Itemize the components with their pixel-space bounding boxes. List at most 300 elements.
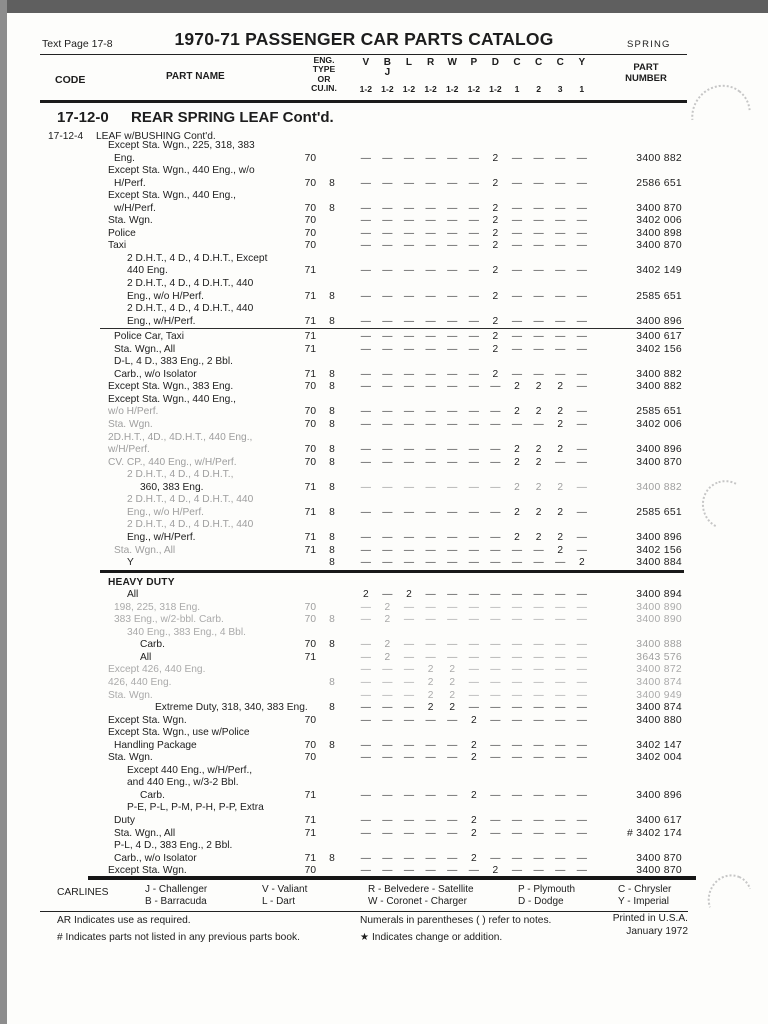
row-eng-year: 70 [304, 444, 316, 456]
row-eng-year: 71 [304, 789, 316, 801]
table-row [40, 777, 688, 790]
row-qty-cell: — [468, 331, 479, 343]
table-row [40, 444, 688, 457]
row-qty-cell: 2 [535, 531, 542, 543]
row-qty-cell: — [425, 557, 436, 569]
row-qty-cell: 2 [384, 614, 391, 626]
row-qty-cell: — [447, 406, 458, 418]
row-part-number: # 3402 174 [626, 827, 682, 839]
row-qty-cell: 2 [578, 557, 585, 569]
row-eng-year: 70 [304, 240, 316, 252]
row-part-number: 3400 896 [636, 444, 682, 456]
row-qty-cell: — [533, 739, 544, 751]
row-qty-cell: — [360, 368, 371, 380]
row-qty-cell: 2 [557, 444, 564, 456]
table-row [40, 577, 688, 590]
row-qty-cell: — [382, 827, 393, 839]
row-qty-cell: — [576, 531, 587, 543]
row-part-number: 3400 894 [636, 589, 682, 601]
carlines-groups [40, 884, 688, 910]
footer-heavy-rule [88, 876, 696, 880]
row-eng-year: 70 [304, 752, 316, 764]
row-qty-cell: — [468, 702, 479, 714]
row-qty-cell: — [511, 343, 523, 355]
row-qty-cell: — [447, 865, 458, 877]
column-header-code: CODE [55, 74, 86, 86]
row-qty-cell: — [533, 639, 544, 651]
row-qty-cell: 2 [514, 506, 520, 518]
table-row [40, 652, 688, 665]
row-qty-cell: 2 [535, 481, 542, 493]
row-qty-cell: — [425, 290, 436, 302]
row-qty-cell: — [576, 444, 587, 456]
row-label: Carb., w/o Isolator [114, 852, 197, 864]
row-label: Handling Package [114, 739, 197, 751]
row-qty-cell: — [403, 739, 415, 751]
row-qty-cell: — [576, 614, 587, 626]
row-qty-cell: 2 [449, 676, 456, 688]
row-qty-cell: — [425, 852, 436, 864]
row-eng-year: 71 [304, 814, 316, 826]
row-qty-cell: — [425, 202, 436, 214]
row-qty-cell: — [555, 315, 566, 327]
row-qty-cell: 2 [492, 315, 499, 327]
row-qty-cell: — [576, 227, 587, 239]
row-qty-cell: — [533, 368, 544, 380]
row-qty-cell: — [555, 714, 566, 726]
row-eng-type: 8 [329, 506, 335, 518]
table-row [40, 690, 688, 703]
row-qty-cell: — [533, 419, 544, 431]
row-qty-cell: — [360, 827, 371, 839]
row-qty-cell: — [403, 639, 415, 651]
row-qty-cell: — [555, 290, 566, 302]
row-qty-cell: — [382, 689, 393, 701]
row-qty-cell: 2 [362, 589, 369, 601]
carline-entry: B - Barracuda [145, 896, 207, 908]
row-qty-cell: — [360, 240, 371, 252]
row-eng-type: 8 [329, 639, 335, 651]
row-part-number: 3400 882 [636, 368, 682, 380]
row-qty-cell: — [403, 752, 415, 764]
row-part-number: 3400 617 [636, 814, 682, 826]
carline-entry: W - Coronet - Charger [368, 896, 467, 908]
row-qty-cell: 2 [427, 702, 434, 714]
row-qty-cell: — [576, 381, 587, 393]
row-qty-cell: — [576, 752, 587, 764]
row-label: Except Sta. Wgn. [108, 865, 187, 877]
row-qty-cell: — [360, 152, 371, 164]
row-qty-cell: — [447, 557, 458, 569]
row-part-number: 3400 617 [636, 331, 682, 343]
row-qty-cell: — [403, 368, 415, 380]
table-row [40, 532, 688, 545]
row-qty-cell: — [511, 290, 523, 302]
row-qty-cell: — [447, 506, 458, 518]
row-qty-cell: — [533, 557, 544, 569]
row-label: H/Perf. [114, 177, 146, 189]
column-header-part-number: PART NUMBER [625, 62, 667, 84]
row-qty-cell: 2 [449, 664, 456, 676]
row-qty-cell: — [425, 814, 436, 826]
row-label: Duty [114, 814, 135, 826]
row-qty-cell: — [468, 290, 479, 302]
row-qty-cell: — [555, 331, 566, 343]
row-qty-cell: 2 [557, 506, 564, 518]
row-qty-cell: — [576, 852, 587, 864]
note-star: ★ Indicates change or addition. [360, 932, 503, 943]
carline-group [262, 884, 307, 909]
row-label: D-L, 4 D., 383 Eng., 2 Bbl. [114, 356, 233, 368]
row-qty-cell: — [468, 639, 479, 651]
row-qty-cell: — [468, 227, 479, 239]
row-label: 198, 225, 318 Eng. [114, 601, 201, 613]
row-qty-cell: — [403, 544, 415, 556]
car-column-headers: V 1-2 B J 1-2 L 1-2 R 1-2 W 1-2 P 1-2 D 1-2 C 1 C 2 C 3 Y 1 [359, 57, 586, 94]
row-qty-cell: — [447, 315, 458, 327]
row-part-number: 3400 949 [636, 689, 682, 701]
row-qty-cell: 2 [514, 444, 520, 456]
row-part-number: 3400 884 [636, 557, 682, 569]
row-qty-cell: — [360, 531, 371, 543]
row-label: 2 D.H.T., 4 D., 4 D.H.T., [127, 469, 234, 481]
row-qty-cell: — [576, 343, 587, 355]
table-row [40, 394, 688, 407]
row-eng-type: 8 [329, 419, 335, 431]
table-row [40, 316, 688, 329]
row-label: Except Sta. Wgn., 383 Eng. [108, 381, 234, 393]
row-qty-cell: — [490, 456, 501, 468]
row-qty-cell: — [360, 689, 371, 701]
row-label: Except Sta. Wgn., 440 Eng., [108, 190, 236, 202]
row-qty-cell: — [533, 601, 544, 613]
row-qty-cell: — [447, 814, 458, 826]
row-qty-cell: — [490, 852, 501, 864]
row-qty-cell: — [576, 265, 587, 277]
row-qty-cell: — [403, 444, 415, 456]
carline-entry: Y - Imperial [618, 896, 669, 908]
table-row [40, 344, 688, 357]
row-qty-cell: 2 [470, 714, 477, 726]
row-qty-cell: — [425, 315, 436, 327]
row-qty-cell: — [533, 827, 544, 839]
row-label: Sta. Wgn., All [114, 827, 176, 839]
row-label: 440 Eng. [127, 265, 168, 277]
row-qty-cell: — [533, 789, 544, 801]
row-qty-cell: — [576, 589, 587, 601]
row-label: 2D.H.T., 4D., 4D.H.T., 440 Eng., [108, 431, 253, 443]
row-qty-cell: — [511, 651, 523, 663]
row-qty-cell: — [425, 739, 436, 751]
row-eng-year: 71 [304, 343, 316, 355]
row-qty-cell: — [555, 240, 566, 252]
table-row [40, 278, 688, 291]
row-qty-cell: — [555, 265, 566, 277]
table-row [40, 627, 688, 640]
row-qty-cell: — [447, 639, 458, 651]
row-qty-cell: 2 [384, 601, 391, 613]
row-qty-cell: — [511, 827, 523, 839]
row-qty-cell: — [360, 614, 371, 626]
row-label: Y [127, 557, 134, 569]
row-qty-cell: — [533, 343, 544, 355]
table-row [40, 589, 688, 602]
row-label: HEAVY DUTY [108, 576, 175, 588]
row-qty-cell: — [403, 202, 415, 214]
row-qty-cell: — [403, 531, 415, 543]
row-qty-cell: — [403, 343, 415, 355]
row-qty-cell: — [490, 406, 501, 418]
table-row [40, 802, 688, 815]
row-qty-cell: — [425, 152, 436, 164]
row-qty-cell: — [360, 215, 371, 227]
row-qty-cell: — [447, 739, 458, 751]
row-qty-cell: 2 [557, 481, 564, 493]
row-part-number: 3400 896 [636, 789, 682, 801]
row-qty-cell: — [511, 152, 523, 164]
row-label: w/o H/Perf. [108, 406, 159, 418]
carline-group [368, 884, 474, 909]
carline-entry: J - Challenger [145, 884, 208, 895]
row-qty-cell: 2 [492, 240, 499, 252]
row-qty-cell: — [403, 265, 415, 277]
table-row [40, 752, 688, 765]
row-qty-cell: — [576, 714, 587, 726]
row-qty-cell: — [576, 676, 587, 688]
row-qty-cell: — [360, 752, 371, 764]
row-qty-cell: — [360, 651, 371, 663]
row-qty-cell: — [447, 381, 458, 393]
row-qty-cell: — [576, 456, 587, 468]
row-qty-cell: — [555, 739, 566, 751]
row-qty-cell: — [468, 177, 479, 189]
row-qty-cell: — [576, 827, 587, 839]
row-label: 340 Eng., 383 Eng., 4 Bbl. [127, 626, 246, 638]
row-eng-year: 71 [304, 506, 316, 518]
row-qty-cell: — [403, 814, 415, 826]
table-row [40, 469, 688, 482]
row-qty-cell: 2 [492, 227, 499, 239]
table-row [40, 356, 688, 369]
row-qty-cell: — [403, 481, 415, 493]
row-qty-cell: — [468, 865, 479, 877]
table-row [40, 240, 688, 253]
table-row [40, 153, 688, 166]
row-part-number: 3402 156 [636, 544, 682, 556]
row-part-number: 3400 890 [636, 601, 682, 613]
table-row [40, 740, 688, 753]
row-qty-cell: — [403, 177, 415, 189]
row-part-number: 2585 651 [636, 290, 682, 302]
row-qty-cell: — [533, 290, 544, 302]
row-eng-year: 71 [304, 481, 316, 493]
row-qty-cell: — [447, 601, 458, 613]
row-qty-cell: 2 [449, 702, 456, 714]
carline-entry: P - Plymouth [518, 884, 576, 895]
row-qty-cell: — [511, 315, 523, 327]
row-qty-cell: — [447, 343, 458, 355]
row-qty-cell: — [360, 177, 371, 189]
row-qty-cell: — [511, 752, 523, 764]
row-label: 2 D.H.T., 4 D., 4 D.H.T., 440 [127, 494, 254, 506]
row-qty-cell: — [447, 265, 458, 277]
table-section-rule [100, 570, 684, 577]
row-qty-cell: 2 [492, 202, 499, 214]
carline-entry: C - Chrysler [618, 884, 672, 895]
row-qty-cell: — [382, 752, 393, 764]
row-eng-type: 8 [329, 739, 335, 751]
row-label: P-L, 4 D., 383 Eng., 2 Bbl. [114, 840, 233, 852]
subsection-code: 17-12-4 [48, 131, 84, 142]
row-eng-year: 71 [304, 290, 316, 302]
row-label: Eng., w/o H/Perf. [127, 290, 205, 302]
row-qty-cell: — [490, 739, 501, 751]
row-eng-type: 8 [329, 368, 335, 380]
row-qty-cell: — [576, 202, 587, 214]
row-qty-cell: — [382, 676, 393, 688]
row-qty-cell: — [511, 227, 523, 239]
row-qty-cell: — [511, 865, 523, 877]
row-qty-cell: — [403, 290, 415, 302]
scan-smudge-mark [695, 474, 756, 536]
row-eng-type: 8 [329, 406, 335, 418]
row-qty-cell: — [533, 215, 544, 227]
row-eng-type: 8 [329, 381, 335, 393]
row-eng-year: 71 [304, 315, 316, 327]
row-qty-cell: — [533, 689, 544, 701]
row-part-number: 3402 006 [636, 215, 682, 227]
table-row [40, 815, 688, 828]
row-label: Carb. [140, 789, 165, 801]
row-qty-cell: — [555, 789, 566, 801]
table-row [40, 381, 688, 394]
row-label: Except Sta. Wgn., 440 Eng., w/o [108, 165, 255, 177]
row-qty-cell: — [360, 444, 371, 456]
row-qty-cell: — [533, 544, 544, 556]
row-qty-cell: — [447, 789, 458, 801]
row-eng-year: 71 [304, 544, 316, 556]
subsection-title: LEAF w/BUSHING Cont'd. [96, 131, 216, 142]
row-qty-cell: 2 [557, 406, 564, 418]
row-qty-cell: — [555, 639, 566, 651]
row-qty-cell: — [468, 506, 479, 518]
row-eng-year: 70 [304, 601, 316, 613]
row-qty-cell: — [468, 315, 479, 327]
table-row [40, 228, 688, 241]
row-qty-cell: — [360, 557, 371, 569]
row-qty-cell: — [490, 789, 501, 801]
row-qty-cell: — [403, 651, 415, 663]
row-qty-cell: 2 [470, 827, 477, 839]
row-label: Eng., w/H/Perf. [127, 315, 196, 327]
row-qty-cell: — [425, 601, 436, 613]
row-qty-cell: — [425, 589, 436, 601]
row-label: Police [108, 227, 136, 239]
row-qty-cell: — [555, 601, 566, 613]
header-rule [40, 54, 687, 55]
row-qty-cell: — [511, 614, 523, 626]
row-qty-cell: — [382, 739, 393, 751]
row-qty-cell: — [490, 827, 501, 839]
row-eng-year: 70 [304, 177, 316, 189]
row-qty-cell: — [576, 702, 587, 714]
row-qty-cell: — [360, 789, 371, 801]
page-reference: Text Page 17-8 [42, 38, 113, 50]
row-qty-cell: — [468, 601, 479, 613]
column-header-part-name: PART NAME [166, 71, 225, 82]
row-qty-cell: 2 [427, 689, 434, 701]
table-row [40, 265, 688, 278]
row-qty-cell: — [382, 343, 393, 355]
row-qty-cell: — [533, 865, 544, 877]
row-eng-year: 71 [304, 852, 316, 864]
row-qty-cell: — [576, 152, 587, 164]
row-qty-cell: — [360, 227, 371, 239]
row-qty-cell: — [360, 343, 371, 355]
row-qty-cell: — [382, 290, 393, 302]
row-qty-cell: — [511, 814, 523, 826]
row-qty-cell: — [447, 651, 458, 663]
row-eng-type: 8 [329, 676, 335, 688]
row-eng-year: 70 [304, 614, 316, 626]
row-eng-type: 8 [329, 614, 335, 626]
table-row [40, 519, 688, 532]
row-qty-cell: — [576, 215, 587, 227]
row-label: Carb., w/o Isolator [114, 368, 197, 380]
row-qty-cell: — [360, 315, 371, 327]
row-eng-type: 8 [329, 290, 335, 302]
row-qty-cell: — [576, 664, 587, 676]
row-qty-cell: — [425, 531, 436, 543]
row-qty-cell: — [576, 406, 587, 418]
row-label: 2 D.H.T., 4 D., 4 D.H.T., 440 [127, 519, 254, 531]
row-qty-cell: 2 [470, 752, 477, 764]
row-qty-cell: — [555, 343, 566, 355]
row-qty-cell: 2 [492, 343, 499, 355]
note-numerals: Numerals in parentheses ( ) refer to notes. [360, 915, 552, 926]
row-qty-cell: — [555, 456, 566, 468]
row-qty-cell: — [382, 240, 393, 252]
row-qty-cell: — [382, 814, 393, 826]
section-code: 17-12-0 [57, 109, 109, 126]
row-eng-year: 71 [304, 651, 316, 663]
row-qty-cell: — [382, 331, 393, 343]
row-qty-cell: — [490, 444, 501, 456]
row-qty-cell: — [447, 444, 458, 456]
row-qty-cell: — [511, 265, 523, 277]
row-qty-cell: — [382, 714, 393, 726]
row-eng-type: 8 [329, 481, 335, 493]
row-qty-cell: — [533, 315, 544, 327]
table-row [40, 702, 688, 715]
row-qty-cell: — [403, 827, 415, 839]
row-qty-cell: — [425, 456, 436, 468]
row-qty-cell: — [447, 152, 458, 164]
row-qty-cell: 2 [514, 481, 520, 493]
table-row [40, 664, 688, 677]
row-eng-type: 8 [329, 702, 335, 714]
row-qty-cell: 2 [427, 676, 434, 688]
row-qty-cell: — [511, 544, 523, 556]
row-qty-cell: — [425, 227, 436, 239]
row-qty-cell: — [576, 739, 587, 751]
table-row [40, 140, 688, 153]
row-qty-cell: — [511, 702, 523, 714]
row-qty-cell: — [468, 265, 479, 277]
row-qty-cell: — [576, 544, 587, 556]
row-qty-cell: — [533, 227, 544, 239]
row-qty-cell: — [360, 331, 371, 343]
